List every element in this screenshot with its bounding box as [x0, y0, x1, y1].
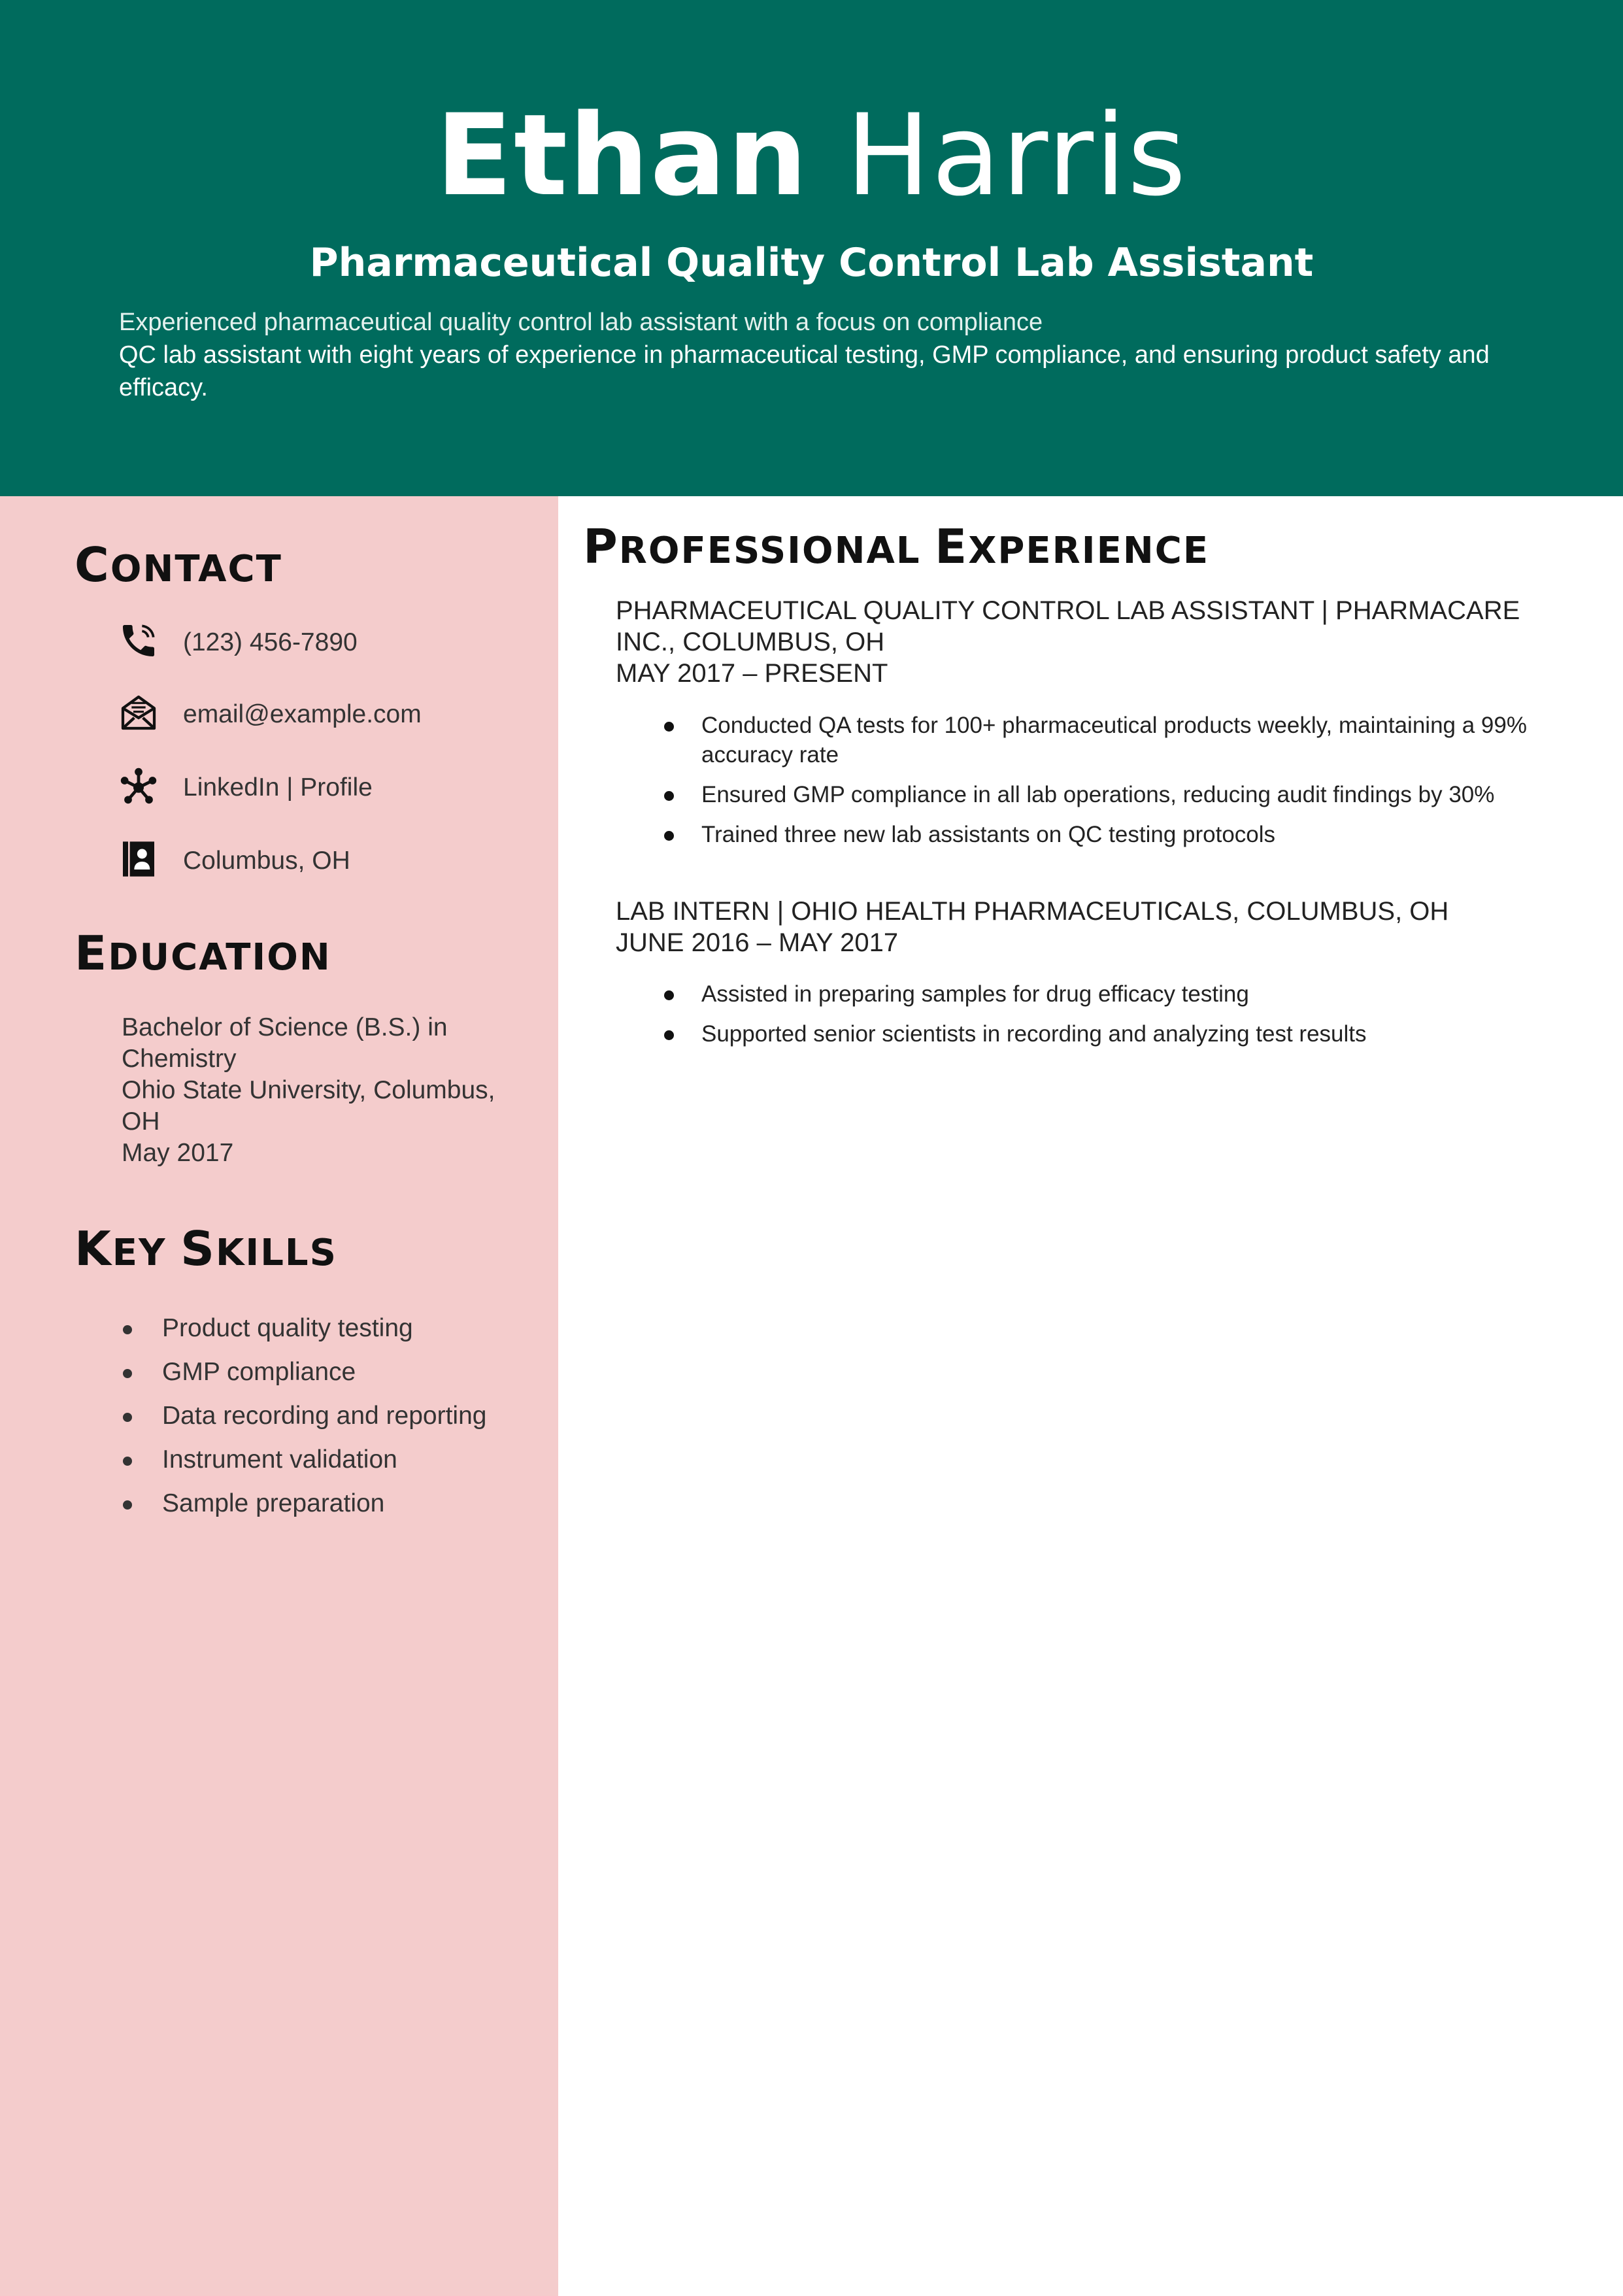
job-1-bullets — [660, 711, 1588, 860]
first-name: Ethan — [435, 90, 809, 221]
education-heading: EDUCATION — [75, 926, 331, 981]
degree: Bachelor of Science (B.S.) in Chemistry — [122, 1013, 448, 1073]
last-name: Harris — [845, 90, 1188, 221]
skills-heading: KEY SKILLS — [75, 1221, 337, 1276]
summary: QC lab assistant with eight years of experience in pharmaceutical testing, GMP compliance, and ensuring product safety and efficacy. — [119, 341, 1490, 401]
job-bullet: Assisted in preparing samples for drug efficacy testing — [660, 979, 1588, 1009]
job-bullet: Trained three new lab assistants on QC testing protocols — [660, 820, 1588, 849]
job-2-bullets — [660, 979, 1588, 1059]
header-banner — [0, 0, 1623, 496]
skills-list — [122, 1306, 486, 1525]
job-bullet: Conducted QA tests for 100+ pharmaceutical products weekly, maintaining a 99% accuracy rate — [660, 711, 1588, 769]
job-2-dates: JUNE 2016 – MAY 2017 — [616, 928, 899, 957]
skill-item: Data recording and reporting — [122, 1394, 486, 1438]
email-address[interactable]: email@example.com — [183, 700, 422, 728]
job-1-header — [616, 595, 1583, 689]
candidate-name — [0, 90, 1623, 221]
job-bullet: Ensured GMP compliance in all lab operations, reducing audit findings by 30% — [660, 780, 1588, 809]
job-1-title: PHARMACEUTICAL QUALITY CONTROL LAB ASSISTANT | PHARMACARE INC., COLUMBUS, OH — [616, 596, 1520, 656]
skill-item: GMP compliance — [122, 1350, 486, 1394]
phone-icon — [118, 620, 159, 662]
tagline: Experienced pharmaceutical quality control lab assistant with a focus on compliance — [119, 309, 1043, 336]
contact-heading: CONTACT — [75, 537, 282, 592]
skill-item: Sample preparation — [122, 1481, 486, 1525]
job-bullet: Supported senior scientists in recording and analyzing test results — [660, 1019, 1588, 1049]
skill-item: Product quality testing — [122, 1306, 486, 1350]
job-2-title: LAB INTERN | OHIO HEALTH PHARMACEUTICALS, COLUMBUS, OH — [616, 897, 1449, 926]
location: Columbus, OH — [183, 847, 350, 875]
skill-item: Instrument validation — [122, 1438, 486, 1481]
education-entry — [122, 1012, 527, 1169]
contact-card-icon — [118, 838, 159, 880]
experience-heading: PROFESSIONAL EXPERIENCE — [583, 519, 1210, 574]
job-2-header — [616, 896, 1583, 958]
linkedin-link[interactable]: LinkedIn | Profile — [183, 773, 373, 802]
job-title: Pharmaceutical Quality Control Lab Assistant — [309, 240, 1314, 286]
job-1-dates: MAY 2017 – PRESENT — [616, 659, 888, 688]
phone-number[interactable]: (123) 456-7890 — [183, 628, 358, 656]
envelope-icon — [118, 692, 159, 734]
graduation-date: May 2017 — [122, 1139, 234, 1167]
school: Ohio State University, Columbus, OH — [122, 1076, 495, 1136]
network-icon — [118, 765, 159, 807]
